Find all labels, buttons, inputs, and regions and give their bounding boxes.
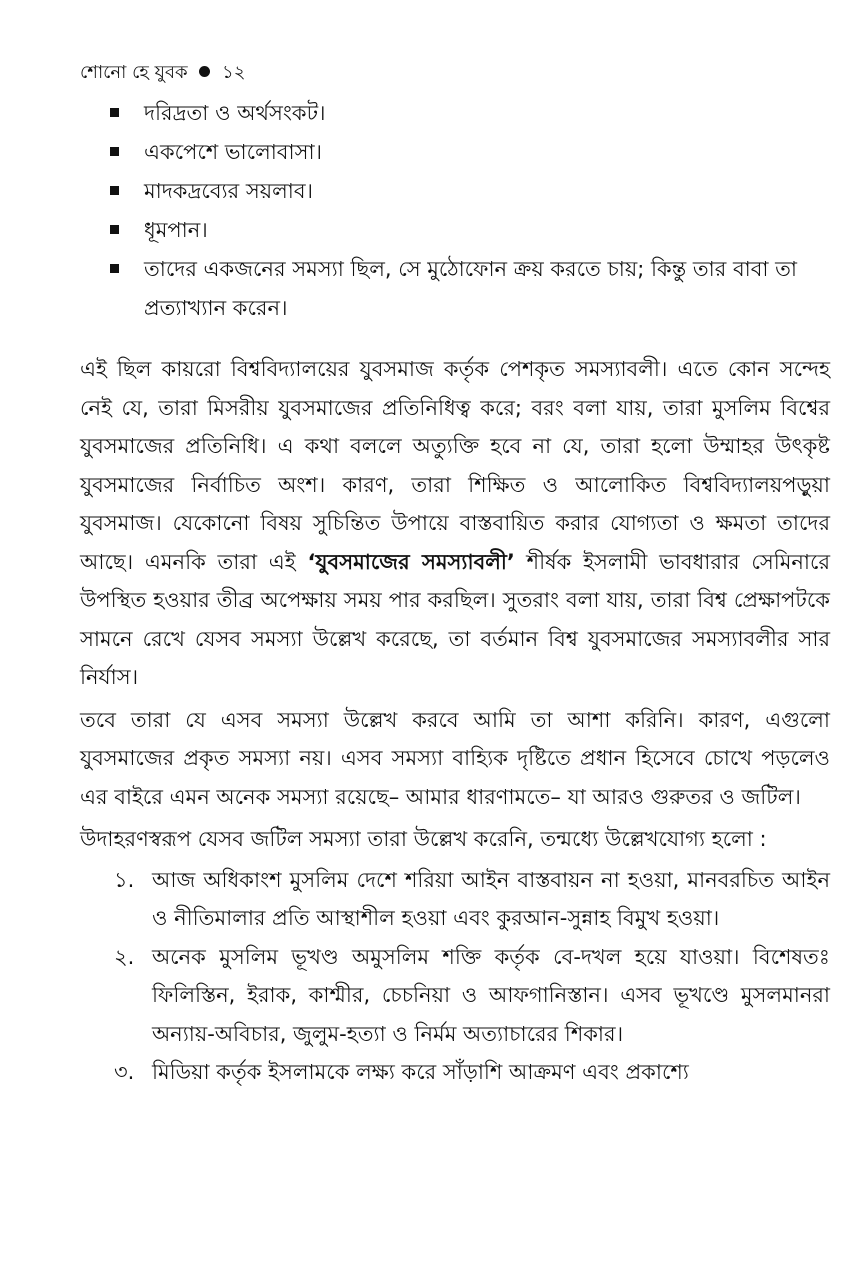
page-number: ১২: [222, 62, 246, 83]
bullet-dot-icon: [199, 66, 210, 77]
numbered-item: [114, 938, 830, 1054]
bullet-item: দরিদ্রতা ও অর্থসংকট।: [108, 94, 830, 133]
item-text: অনেক মুসলিম ভূখণ্ড অমুসলিম শক্তি কর্তৃক বে-দখল হয়ে যাওয়া। বিশেষতঃ ফিলিস্তিন, ইরাক, কাশ্মীর, চেচনিয়া ও আফগানিস্তান। এসব ভূখণ্ডে মুসলমানরা অন্যায়-অবিচার, জুলুম-হত্যা ও নির্মম অত্যাচারের শিকার।: [152, 944, 830, 1046]
bullet-item: একপেশে ভালোবাসা।: [108, 133, 830, 172]
item-number: ২.: [114, 944, 135, 969]
item-text: আজ অধিকাংশ মুসলিম দেশে শরিয়া আইন বাস্তবায়ন না হওয়া, মানবরচিত আইন ও নীতিমালার প্রতি আস্থাশীল হওয়া এবং কুরআন-সুন্নাহ বিমুখ হওয়া।: [152, 867, 830, 930]
paragraph-examples-intro: উদাহরণস্বরূপ যেসব জটিল সমস্যা তারা উল্লেখ করেনি, তন্মধ্যে উল্লেখযোগ্য হলো :: [80, 827, 767, 851]
bullet-list: [80, 94, 830, 328]
book-title: শোনো হে যুবক: [80, 62, 188, 83]
running-header: [80, 58, 830, 88]
item-text: মিডিয়া কর্তৃক ইসলামকে লক্ষ্য করে সাঁড়াশি আক্রমণ এবং প্রকাশ্যে: [152, 1060, 689, 1084]
paragraph-text: এই ছিল কায়রো বিশ্ববিদ্যালয়ের যুবসমাজ কর্তৃক পেশকৃত সমস্যাবলী। এতে কোন সন্দেহ নেই যে, তারা মিসরীয় যুবসমাজের প্রতিনিধিত্ব করে; বরং বলা যায়, তারা মুসলিম বিশ্বের যুবসমাজের প্রতিনিধি। এ কথা বললে অত্যুক্তি হবে না যে, তারা হলো উম্মাহর উৎকৃষ্ট যুবসমাজের নির্বাচিত অংশ। কারণ, তারা শিক্ষিত ও আলোকিত বিশ্ববিদ্যালয়পড়ুয়া যুবসমাজ। যেকোনো বিষয় সুচিন্তিত উপায়ে বাস্তবায়িত করার যোগ্যতা ও ক্ষমতা তাদের আছে। এমনকি তারা এই: [80, 357, 830, 574]
item-number: ৩.: [114, 1060, 135, 1084]
bullet-item: ধূমপান।: [108, 211, 830, 250]
bullet-item: মাদকদ্রব্যের সয়লাব।: [108, 172, 830, 211]
bullet-item: তাদের একজনের সমস্যা ছিল, সে মুঠোফোন ক্রয় করতে চায়; কিন্তু তার বাবা তা প্রত্যাখ্যান করেন।: [108, 250, 830, 328]
seminar-title: ‘যুবসমাজের সমস্যাবলী’: [307, 549, 515, 574]
paragraph-text: শীর্ষক ইসলামী ভাবধারার সেমিনারে উপস্থিত হওয়ার তীব্র অপেক্ষায় সময় পার করছিল। সুতরাং বলা যায়, তারা বিশ্ব প্রেক্ষাপটকে সামনে রেখে যেসব সমস্যা উল্লেখ করেছে, তা বর্তমান বিশ্ব যুবসমাজের সমস্যাবলীর সার নির্যাস।: [80, 549, 830, 689]
numbered-list: [80, 861, 830, 1092]
paragraph-problems-summary: [80, 350, 830, 697]
numbered-item: [114, 861, 830, 938]
item-number: ১.: [114, 867, 135, 892]
paragraph-expectation: তবে তারা যে এসব সমস্যা উল্লেখ করবে আমি তা আশা করিনি। কারণ, এগুলো যুবসমাজের প্রকৃত সমস্যা নয়। এসব সমস্যা বাহ্যিক দৃষ্টিতে প্রধান হিসেবে চোখে পড়লেও এর বাইরে এমন অনেক সমস্যা রয়েছে– আমার ধারণামতে– যা আরও গুরুতর ও জটিল।: [80, 707, 830, 809]
numbered-item: [114, 1053, 830, 1092]
